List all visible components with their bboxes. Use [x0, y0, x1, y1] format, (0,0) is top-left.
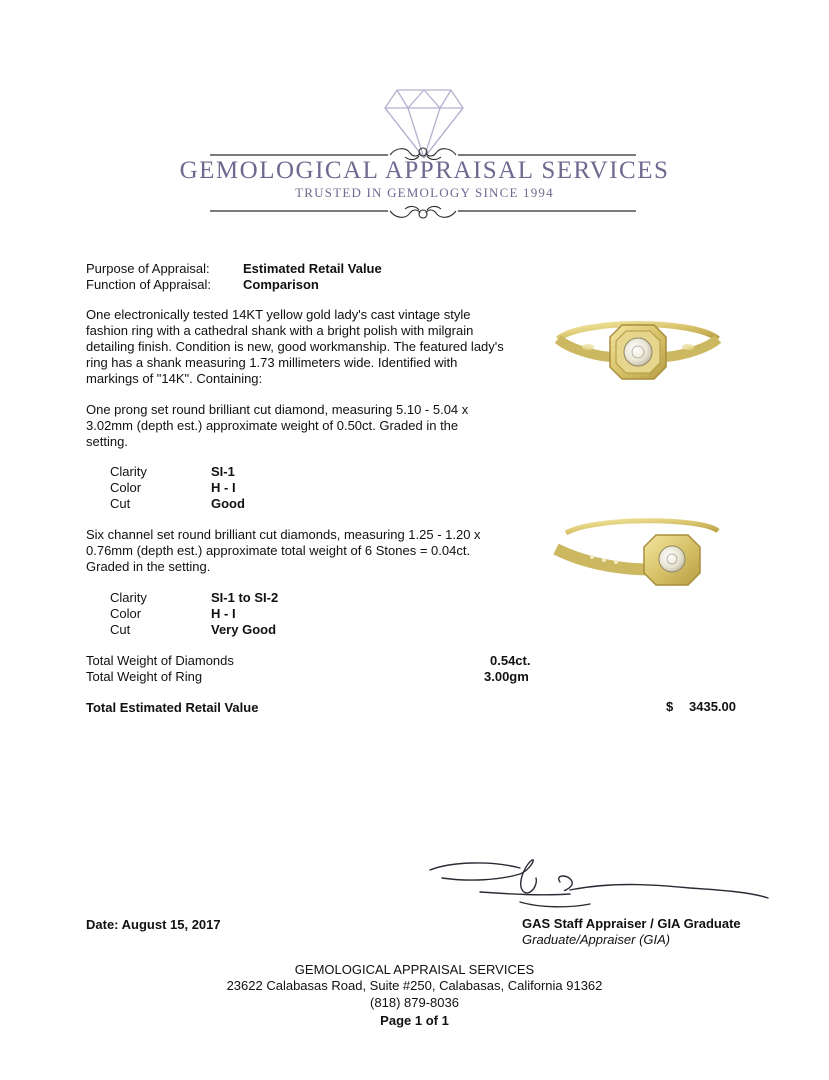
- appraiser-subtitle: Graduate/Appraiser (GIA): [522, 932, 671, 947]
- grade-label: Cut: [110, 496, 131, 511]
- total-diamonds-value: 0.54ct.: [490, 653, 531, 668]
- footer-address: 23622 Calabasas Road, Suite #250, Calabasas, California 91362: [226, 978, 603, 993]
- appraiser-title: GAS Staff Appraiser / GIA Graduate: [522, 916, 741, 931]
- appraisal-date: Date: August 15, 2017: [86, 917, 221, 932]
- header-bottom-divider: [210, 202, 636, 222]
- total-diamonds-label: Total Weight of Diamonds: [86, 653, 234, 668]
- grade-value: H - I: [211, 480, 236, 495]
- ring-description: One electronically tested 14KT yellow gold lady's cast vintage style fashion ring with a cathedral shank with a bright polish with milgrain detailing finish. Condition is new, good workmanship. The featured lady's ring has a shank measuring 1.73 millimeters wide. Identified with markings of "14K". Containing:: [86, 307, 504, 386]
- appraiser-signature: [420, 852, 780, 922]
- total-retail-label: Total Estimated Retail Value: [86, 700, 259, 715]
- footer-company: GEMOLOGICAL APPRAISAL SERVICES: [294, 962, 535, 977]
- total-ring-value: 3.00gm: [484, 669, 529, 684]
- function-value: Comparison: [243, 277, 319, 292]
- page-number: Page 1 of 1: [380, 1013, 449, 1028]
- total-retail-value: 3435.00: [689, 699, 736, 714]
- side-stones-description: Six channel set round brilliant cut diamonds, measuring 1.25 - 1.20 x 0.76mm (depth est.) approximate total weight of 6 Stones = 0.04ct. Graded in the setting.: [86, 527, 481, 574]
- purpose-value: Estimated Retail Value: [243, 261, 382, 276]
- grade-label: Color: [110, 606, 142, 621]
- footer-phone: (818) 879-8036: [370, 995, 459, 1010]
- grade-value: SI-1 to SI-2: [211, 590, 279, 605]
- ring-photo-front: [552, 305, 724, 415]
- grade-value: H - I: [211, 606, 236, 621]
- company-tagline: TRUSTED IN GEMOLOGY SINCE 1994: [295, 185, 554, 200]
- grade-label: Cut: [110, 622, 131, 637]
- company-title: GEMOLOGICAL APPRAISAL SERVICES: [179, 157, 670, 184]
- total-ring-label: Total Weight of Ring: [86, 669, 203, 684]
- ring-photo-side: [552, 515, 724, 595]
- grade-value: SI-1: [211, 464, 235, 479]
- grade-value: Good: [211, 496, 245, 511]
- purpose-label: Purpose of Appraisal:: [86, 261, 210, 276]
- function-label: Function of Appraisal:: [86, 277, 212, 292]
- grade-value: Very Good: [211, 622, 277, 637]
- grade-label: Clarity: [110, 464, 147, 479]
- grade-label: Color: [110, 480, 142, 495]
- currency-symbol: $: [666, 699, 674, 714]
- grade-label: Clarity: [110, 590, 147, 605]
- center-stone-description: One prong set round brilliant cut diamond, measuring 5.10 - 5.04 x 3.02mm (depth est.) approximate weight of 0.50ct. Graded in the setting.: [86, 402, 469, 449]
